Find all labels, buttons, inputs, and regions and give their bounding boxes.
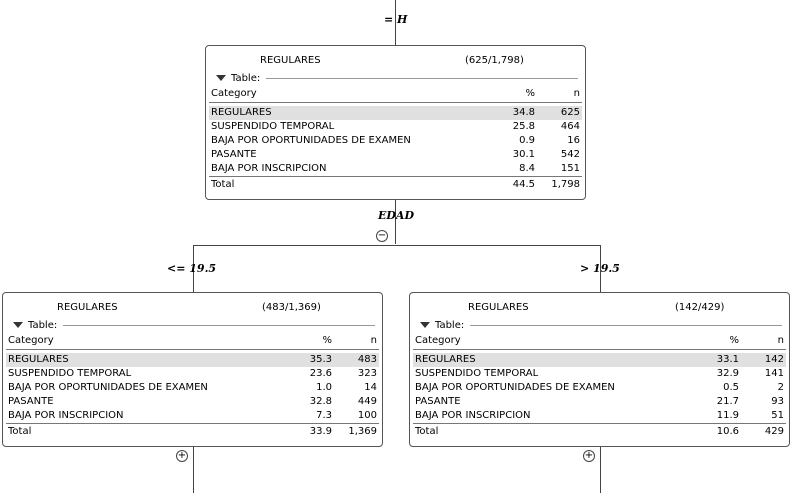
split-label-top: = H — [384, 13, 408, 26]
node-header — [410, 302, 789, 316]
table-legend[interactable]: Table: — [420, 319, 464, 331]
circle-plus-icon[interactable]: + — [177, 450, 187, 461]
node-title: REGULARES — [260, 55, 321, 66]
triangle-down-icon[interactable] — [420, 322, 430, 328]
table-legend[interactable]: Table: — [216, 72, 260, 84]
node-title: REGULARES — [57, 302, 118, 313]
table-total-row: Total 33.9 1,369 — [6, 424, 379, 441]
node-count: (625/1,798) — [465, 55, 524, 66]
table-total-row: Total 44.5 1,798 — [209, 177, 582, 194]
table-row: BAJA POR OPORTUNIDADES DE EXAMEN 1.0 14 — [8, 382, 377, 393]
node-count: (142/429) — [675, 302, 725, 313]
table-row: BAJA POR OPORTUNIDADES DE EXAMEN 0.9 16 — [211, 135, 580, 146]
table-row: SUSPENDIDO TEMPORAL 32.9 141 — [415, 368, 784, 379]
branch-label-left: <= 19.5 — [167, 262, 217, 275]
table-row: PASANTE 30.1 542 — [211, 149, 580, 160]
node-count: (483/1,369) — [262, 302, 321, 313]
table-header: Category % n — [209, 86, 582, 103]
node-header — [206, 55, 585, 69]
table-header: Category % n — [6, 333, 379, 350]
node-root[interactable] — [205, 45, 586, 200]
table-legend[interactable]: Table: — [13, 319, 57, 331]
table-row: PASANTE 21.7 93 — [415, 396, 784, 407]
node-table — [6, 333, 379, 440]
branch-label-right: > 19.5 — [580, 262, 620, 275]
table-row: PASANTE 32.8 449 — [8, 396, 377, 407]
table-header: Category % n — [413, 333, 786, 350]
table-total-row: Total 10.6 429 — [413, 424, 786, 441]
triangle-down-icon[interactable] — [13, 322, 23, 328]
circle-minus-icon[interactable]: − — [377, 230, 387, 241]
table-row: BAJA POR INSCRIPCION 7.3 100 — [8, 410, 377, 421]
node-right[interactable] — [409, 292, 790, 447]
table-row: BAJA POR INSCRIPCION 11.9 51 — [415, 410, 784, 421]
node-title: REGULARES — [468, 302, 529, 313]
table-row: REGULARES 34.8 625 — [211, 107, 580, 118]
split-label-edad: EDAD — [378, 209, 414, 222]
circle-plus-icon[interactable]: + — [584, 450, 594, 461]
table-row: SUSPENDIDO TEMPORAL 25.8 464 — [211, 121, 580, 132]
triangle-down-icon[interactable] — [216, 75, 226, 81]
node-header — [3, 302, 382, 316]
table-row: SUSPENDIDO TEMPORAL 23.6 323 — [8, 368, 377, 379]
table-row: BAJA POR INSCRIPCION 8.4 151 — [211, 163, 580, 174]
node-table — [209, 86, 582, 193]
table-row: REGULARES 33.1 142 — [415, 354, 784, 365]
connector-branch — [194, 246, 601, 293]
node-table — [413, 333, 786, 440]
table-row: REGULARES 35.3 483 — [8, 354, 377, 365]
node-left[interactable] — [2, 292, 383, 447]
table-row: BAJA POR OPORTUNIDADES DE EXAMEN 0.5 2 — [415, 382, 784, 393]
